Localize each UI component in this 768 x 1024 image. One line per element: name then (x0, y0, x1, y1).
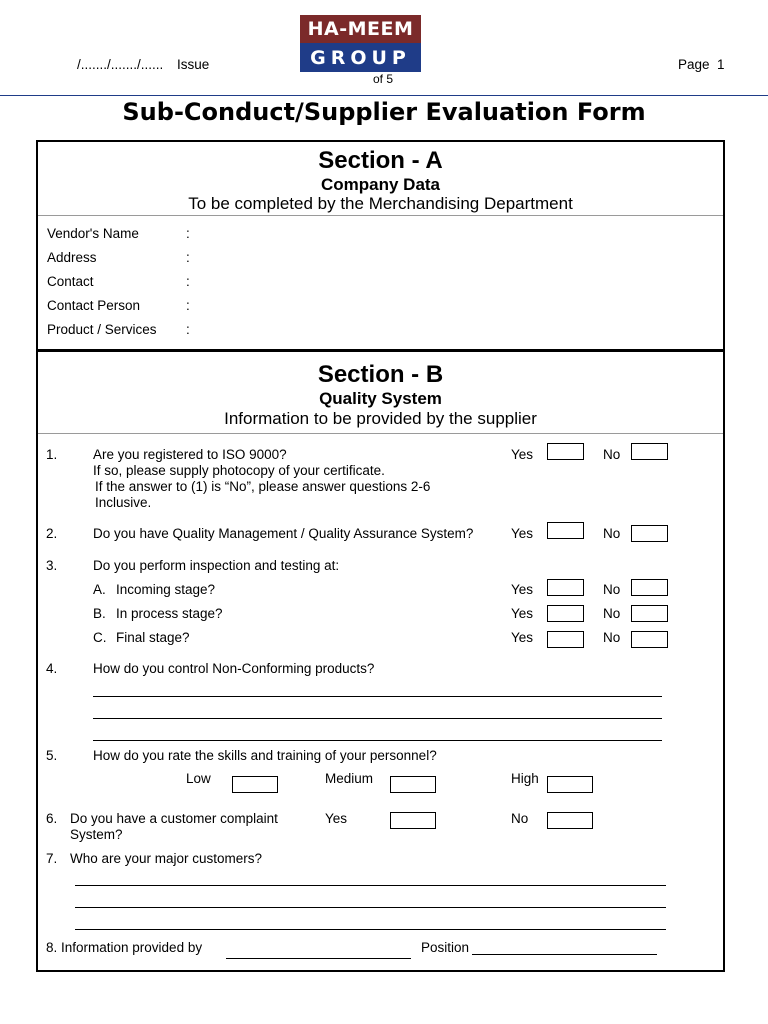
q6-yes-label: Yes (325, 811, 348, 826)
q7-answer-line-2[interactable] (75, 907, 666, 908)
q3b-no-checkbox[interactable] (631, 605, 668, 622)
q3-number: 3. (46, 558, 58, 573)
section-b-subtitle: Quality System (319, 389, 442, 408)
q2-no-checkbox[interactable] (631, 525, 668, 542)
q4-answer-line-2[interactable] (93, 718, 662, 719)
section-a-divider (38, 215, 723, 216)
address-label: Address (47, 250, 97, 265)
q6-yes-checkbox[interactable] (390, 812, 436, 829)
q3b-yes-checkbox[interactable] (547, 605, 584, 622)
q3a-yes-label: Yes (511, 582, 534, 597)
q3c-yes-checkbox[interactable] (547, 631, 584, 648)
q1-number: 1. (46, 447, 58, 462)
product-services-label: Product / Services (47, 322, 157, 337)
q1-yes-label: Yes (511, 447, 534, 462)
q8-text: 8. Information provided by (46, 940, 203, 955)
q5-text: How do you rate the skills and training of your personnel? (93, 748, 437, 763)
date-field: /......./......./...... (77, 57, 164, 72)
q4-text: How do you control Non-Conforming products? (93, 661, 375, 676)
q3a-letter: A. (93, 582, 106, 597)
q2-yes-label: Yes (511, 526, 534, 541)
q3b-yes-label: Yes (511, 606, 534, 621)
contact-person-label: Contact Person (47, 298, 141, 313)
q3b-label: In process stage? (116, 606, 223, 621)
q5-high-checkbox[interactable] (547, 776, 593, 793)
q3a-yes-checkbox[interactable] (547, 579, 584, 596)
section-b-title: Section - B (317, 361, 444, 388)
q3c-label: Final stage? (116, 630, 190, 645)
q3c-no-label: No (603, 630, 621, 645)
q1-line2: If so, please supply photocopy of your certificate. (93, 463, 385, 478)
q1-no-checkbox[interactable] (631, 443, 668, 460)
vendor-name-colon: : (186, 226, 190, 241)
q2-number: 2. (46, 526, 58, 541)
q4-number: 4. (46, 661, 58, 676)
q3-text: Do you perform inspection and testing at: (93, 558, 340, 573)
q1-no-label: No (603, 447, 621, 462)
contact-person-colon: : (186, 298, 190, 313)
page-number: Page 1 (678, 57, 725, 72)
section-b-description: Information to be provided by the supplier (224, 409, 537, 428)
q5-low-checkbox[interactable] (232, 776, 278, 793)
q6-line2: System? (70, 827, 123, 842)
q7-answer-line-3[interactable] (75, 929, 666, 930)
q5-medium-checkbox[interactable] (390, 776, 436, 793)
section-b-divider (38, 433, 723, 434)
q6-number: 6. (46, 811, 58, 826)
q8-position-label: Position (421, 940, 470, 955)
q1-line3: If the answer to (1) is “No”, please answer questions 2-6 (95, 479, 431, 494)
section-a-box (36, 140, 725, 351)
section-a-subtitle: Company Data (320, 175, 441, 194)
q7-answer-line-1[interactable] (75, 885, 666, 886)
contact-label: Contact (47, 274, 94, 289)
q3a-label: Incoming stage? (116, 582, 216, 597)
logo-line2: GROUP (300, 43, 421, 72)
q3b-letter: B. (93, 606, 106, 621)
form-title: Sub-Conduct/Supplier Evaluation Form (122, 98, 646, 126)
company-logo (300, 15, 421, 72)
q3c-letter: C. (93, 630, 107, 645)
q7-text: Who are your major customers? (70, 851, 263, 866)
issue-label: Issue (177, 57, 210, 72)
q3a-no-label: No (603, 582, 621, 597)
q5-low-label: Low (186, 771, 211, 786)
q4-answer-line-1[interactable] (93, 696, 662, 697)
q3a-no-checkbox[interactable] (631, 579, 668, 596)
q3b-no-label: No (603, 606, 621, 621)
section-a-title: Section - A (318, 147, 443, 174)
q4-answer-line-3[interactable] (93, 740, 662, 741)
q6-text: Do you have a customer complaint (70, 811, 278, 826)
q5-high-label: High (511, 771, 539, 786)
address-colon: : (186, 250, 190, 265)
q2-no-label: No (603, 526, 621, 541)
section-a-description: To be completed by the Merchandising Department (188, 194, 573, 213)
q3c-yes-label: Yes (511, 630, 534, 645)
logo-line1: HA-MEEM (300, 15, 421, 43)
q5-number: 5. (46, 748, 58, 763)
q2-text: Do you have Quality Management / Quality Assurance System? (93, 526, 474, 541)
q6-no-label: No (511, 811, 529, 826)
q1-line4: Inclusive. (95, 495, 152, 510)
q8-provided-by-line[interactable] (226, 958, 411, 959)
q3c-no-checkbox[interactable] (631, 631, 668, 648)
page-of-label: of 5 (373, 72, 394, 86)
vendor-name-label: Vendor's Name (47, 226, 139, 241)
product-services-colon: : (186, 322, 190, 337)
q8-position-line[interactable] (472, 954, 657, 955)
q5-medium-label: Medium (325, 771, 374, 786)
q7-number: 7. (46, 851, 58, 866)
q1-yes-checkbox[interactable] (547, 443, 584, 460)
header-divider (0, 95, 768, 96)
q1-text: Are you registered to ISO 9000? (93, 447, 287, 462)
q6-no-checkbox[interactable] (547, 812, 593, 829)
contact-colon: : (186, 274, 190, 289)
q2-yes-checkbox[interactable] (547, 522, 584, 539)
